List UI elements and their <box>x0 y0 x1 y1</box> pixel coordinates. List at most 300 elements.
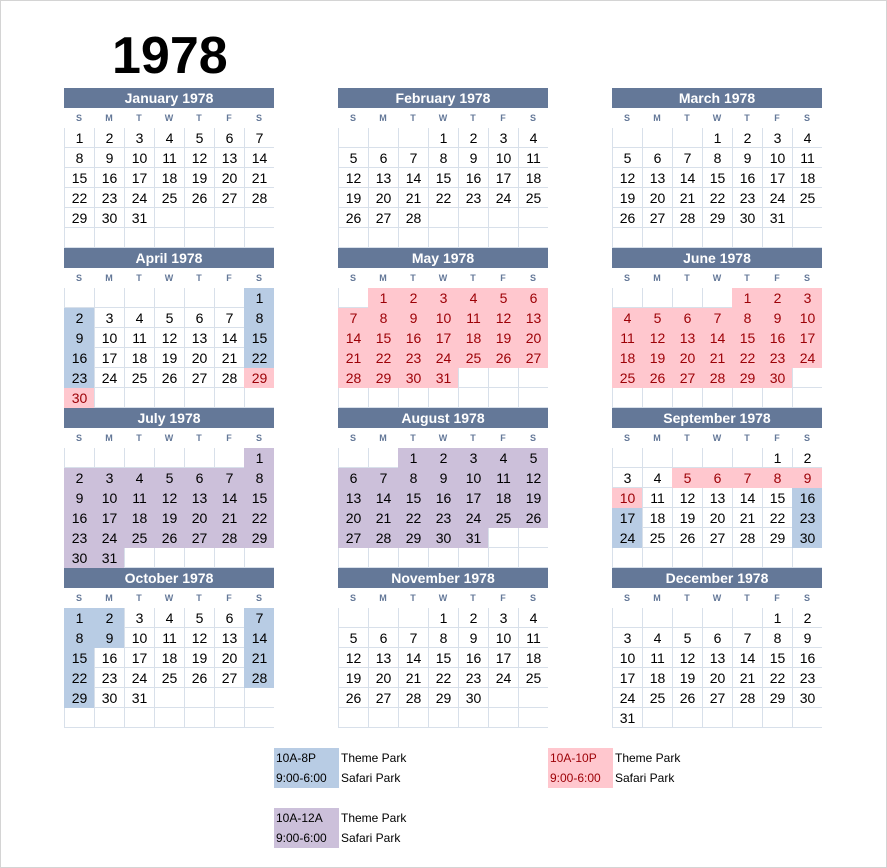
day-cell: 27 <box>368 688 398 708</box>
weekday-header: W <box>712 593 722 603</box>
day-cell: 1 <box>732 288 762 308</box>
day-cell: 7 <box>398 148 428 168</box>
day-cell: 26 <box>184 188 214 208</box>
day-cell: 23 <box>64 368 94 388</box>
weekday-header: W <box>438 113 448 123</box>
day-cell: 5 <box>672 628 702 648</box>
weekday-header: S <box>803 273 810 283</box>
day-cell: 22 <box>244 508 274 528</box>
empty-cell <box>214 548 244 568</box>
day-cell: 3 <box>94 468 124 488</box>
day-cell: 14 <box>214 328 244 348</box>
day-cell: 30 <box>64 388 94 408</box>
empty-cell <box>214 288 244 308</box>
day-cell: 26 <box>154 528 184 548</box>
weekday-header: S <box>255 113 262 123</box>
day-cell: 13 <box>368 168 398 188</box>
day-cell: 10 <box>488 148 518 168</box>
empty-cell <box>154 228 184 248</box>
day-cell: 6 <box>368 628 398 648</box>
day-cell: 16 <box>94 648 124 668</box>
month-may <box>338 248 548 398</box>
empty-cell <box>732 608 762 628</box>
weekday-header: S <box>349 593 356 603</box>
day-cell: 21 <box>732 508 762 528</box>
day-cell: 17 <box>428 328 458 348</box>
empty-cell <box>702 708 732 728</box>
weekday-header: T <box>470 593 476 603</box>
day-cell: 17 <box>762 168 792 188</box>
day-cell: 10 <box>762 148 792 168</box>
day-cell: 1 <box>428 608 458 628</box>
empty-cell <box>762 388 792 408</box>
day-cell: 7 <box>214 308 244 328</box>
empty-cell <box>732 548 762 568</box>
day-cell: 1 <box>64 128 94 148</box>
empty-cell <box>368 608 398 628</box>
day-cell: 15 <box>64 648 94 668</box>
empty-cell <box>488 688 518 708</box>
day-cell: 26 <box>338 208 368 228</box>
day-cell: 4 <box>154 128 184 148</box>
weekday-header: S <box>529 593 536 603</box>
day-cell: 9 <box>732 148 762 168</box>
empty-cell <box>94 228 124 248</box>
month-november <box>338 568 548 718</box>
empty-cell <box>642 128 672 148</box>
day-cell: 6 <box>642 148 672 168</box>
year-title: 1978 <box>112 27 228 85</box>
day-cell: 25 <box>612 368 642 388</box>
day-cell: 17 <box>488 648 518 668</box>
day-cell: 24 <box>124 668 154 688</box>
day-cell: 30 <box>428 528 458 548</box>
weekday-header: M <box>653 433 661 443</box>
empty-cell <box>184 388 214 408</box>
weekday-header: T <box>684 433 690 443</box>
day-cell: 1 <box>428 128 458 148</box>
empty-cell <box>732 708 762 728</box>
weekday-header: S <box>623 113 630 123</box>
day-cell: 15 <box>428 168 458 188</box>
day-cell: 8 <box>732 308 762 328</box>
day-cell: 31 <box>612 708 642 728</box>
day-cell: 9 <box>792 468 822 488</box>
day-cell: 3 <box>612 628 642 648</box>
weekday-header: S <box>255 593 262 603</box>
day-cell: 12 <box>672 648 702 668</box>
day-cell: 13 <box>368 648 398 668</box>
day-cell: 30 <box>94 208 124 228</box>
day-cell: 4 <box>154 608 184 628</box>
month-july <box>64 408 274 566</box>
empty-cell <box>398 608 428 628</box>
day-cell: 27 <box>702 688 732 708</box>
day-cell: 11 <box>642 488 672 508</box>
empty-cell <box>338 548 368 568</box>
day-cell: 26 <box>184 668 214 688</box>
day-cell: 21 <box>732 668 762 688</box>
weekday-header: W <box>164 113 174 123</box>
legend-hours: 9:00-6:00 <box>274 828 339 848</box>
weekday-header: S <box>75 433 82 443</box>
empty-cell <box>518 688 548 708</box>
day-cell: 6 <box>702 468 732 488</box>
day-cell: 26 <box>672 688 702 708</box>
day-cell: 27 <box>672 368 702 388</box>
day-cell: 5 <box>672 468 702 488</box>
empty-cell <box>792 228 822 248</box>
day-cell: 25 <box>792 188 822 208</box>
day-cell: 22 <box>732 348 762 368</box>
day-cell: 10 <box>458 468 488 488</box>
empty-cell <box>672 128 702 148</box>
month-december <box>612 568 822 726</box>
day-cell: 29 <box>428 688 458 708</box>
empty-cell <box>642 388 672 408</box>
empty-cell <box>338 228 368 248</box>
weekday-header: F <box>226 433 232 443</box>
weekday-header: S <box>803 433 810 443</box>
legend-hours: 10A-10P <box>548 748 613 768</box>
empty-cell <box>428 708 458 728</box>
weekday-header: F <box>500 113 506 123</box>
empty-cell <box>398 708 428 728</box>
day-cell: 13 <box>214 148 244 168</box>
day-cell: 16 <box>458 648 488 668</box>
month-april <box>64 248 274 406</box>
empty-cell <box>488 548 518 568</box>
day-cell: 5 <box>612 148 642 168</box>
day-cell: 8 <box>368 308 398 328</box>
weekday-header: S <box>255 273 262 283</box>
day-cell: 12 <box>338 648 368 668</box>
day-cell: 14 <box>732 648 762 668</box>
weekday-header: T <box>410 273 416 283</box>
day-cell: 29 <box>64 688 94 708</box>
day-cell: 19 <box>642 348 672 368</box>
day-cell: 8 <box>762 628 792 648</box>
weekday-header: F <box>500 593 506 603</box>
day-cell: 18 <box>124 508 154 528</box>
day-cell: 1 <box>64 608 94 628</box>
empty-cell <box>428 388 458 408</box>
month-title: June 1978 <box>612 248 822 268</box>
day-cell: 20 <box>184 508 214 528</box>
day-cell: 11 <box>612 328 642 348</box>
legend-hours: 10A-12A <box>274 808 339 828</box>
day-cell: 9 <box>64 328 94 348</box>
day-cell: 28 <box>672 208 702 228</box>
day-cell: 29 <box>244 528 274 548</box>
empty-cell <box>518 228 548 248</box>
day-cell: 12 <box>642 328 672 348</box>
empty-cell <box>94 448 124 468</box>
day-cell: 2 <box>64 308 94 328</box>
weekday-header: T <box>684 273 690 283</box>
day-cell: 30 <box>64 548 94 568</box>
day-cell: 27 <box>702 528 732 548</box>
empty-cell <box>214 208 244 228</box>
day-cell: 3 <box>762 128 792 148</box>
day-cell: 28 <box>214 528 244 548</box>
day-cell: 25 <box>124 528 154 548</box>
day-cell: 1 <box>762 448 792 468</box>
day-cell: 31 <box>124 688 154 708</box>
day-cell: 17 <box>124 168 154 188</box>
empty-cell <box>338 448 368 468</box>
empty-cell <box>64 448 94 468</box>
day-cell: 23 <box>398 348 428 368</box>
legend-label: Theme Park <box>341 811 407 825</box>
day-cell: 31 <box>94 548 124 568</box>
empty-cell <box>368 708 398 728</box>
day-cell: 27 <box>338 528 368 548</box>
month-title: November 1978 <box>338 568 548 588</box>
day-cell: 21 <box>702 348 732 368</box>
empty-cell <box>518 388 548 408</box>
month-title: September 1978 <box>612 408 822 428</box>
day-cell: 11 <box>642 648 672 668</box>
empty-cell <box>244 388 274 408</box>
month-title: March 1978 <box>612 88 822 108</box>
empty-cell <box>154 708 184 728</box>
day-cell: 6 <box>368 148 398 168</box>
day-cell: 6 <box>184 468 214 488</box>
empty-cell <box>214 448 244 468</box>
empty-cell <box>612 228 642 248</box>
day-cell: 7 <box>214 468 244 488</box>
empty-cell <box>488 528 518 548</box>
day-cell: 19 <box>154 508 184 528</box>
day-cell: 11 <box>458 308 488 328</box>
day-cell: 5 <box>154 308 184 328</box>
day-cell: 25 <box>124 368 154 388</box>
day-cell: 28 <box>214 368 244 388</box>
day-cell: 29 <box>762 688 792 708</box>
empty-cell <box>184 448 214 468</box>
day-cell: 28 <box>368 528 398 548</box>
day-cell: 15 <box>732 328 762 348</box>
day-cell: 24 <box>612 528 642 548</box>
empty-cell <box>518 528 548 548</box>
empty-cell <box>518 548 548 568</box>
day-cell: 22 <box>762 668 792 688</box>
day-cell: 28 <box>338 368 368 388</box>
day-cell: 20 <box>702 668 732 688</box>
empty-cell <box>458 228 488 248</box>
day-cell: 17 <box>124 648 154 668</box>
empty-cell <box>214 388 244 408</box>
day-cell: 2 <box>398 288 428 308</box>
day-cell: 21 <box>214 508 244 528</box>
empty-cell <box>672 388 702 408</box>
day-cell: 30 <box>732 208 762 228</box>
day-cell: 23 <box>94 668 124 688</box>
day-cell: 26 <box>612 208 642 228</box>
day-cell: 20 <box>338 508 368 528</box>
day-cell: 24 <box>488 668 518 688</box>
day-cell: 3 <box>612 468 642 488</box>
day-cell: 11 <box>792 148 822 168</box>
weekday-header: T <box>684 113 690 123</box>
weekday-header: M <box>105 593 113 603</box>
empty-cell <box>642 608 672 628</box>
day-cell: 4 <box>642 628 672 648</box>
empty-cell <box>398 128 428 148</box>
empty-cell <box>458 208 488 228</box>
month-title: August 1978 <box>338 408 548 428</box>
day-cell: 15 <box>702 168 732 188</box>
day-cell: 5 <box>518 448 548 468</box>
month-title: July 1978 <box>64 408 274 428</box>
empty-cell <box>428 548 458 568</box>
empty-cell <box>702 288 732 308</box>
day-cell: 4 <box>642 468 672 488</box>
empty-cell <box>672 708 702 728</box>
empty-cell <box>518 368 548 388</box>
day-cell: 3 <box>488 608 518 628</box>
day-cell: 13 <box>184 328 214 348</box>
day-cell: 2 <box>762 288 792 308</box>
day-cell: 10 <box>612 648 642 668</box>
day-cell: 30 <box>94 688 124 708</box>
day-cell: 25 <box>488 508 518 528</box>
day-cell: 6 <box>518 288 548 308</box>
empty-cell <box>398 388 428 408</box>
day-cell: 24 <box>488 188 518 208</box>
empty-cell <box>338 388 368 408</box>
day-cell: 29 <box>702 208 732 228</box>
weekday-header: S <box>529 273 536 283</box>
day-cell: 16 <box>762 328 792 348</box>
weekday-header: S <box>75 273 82 283</box>
day-cell: 22 <box>64 668 94 688</box>
day-cell: 12 <box>518 468 548 488</box>
weekday-header: S <box>349 113 356 123</box>
weekday-header: S <box>529 113 536 123</box>
weekday-header: F <box>226 273 232 283</box>
empty-cell <box>244 688 274 708</box>
day-cell: 17 <box>458 488 488 508</box>
empty-cell <box>184 688 214 708</box>
day-cell: 27 <box>368 208 398 228</box>
weekday-header: M <box>379 113 387 123</box>
empty-cell <box>732 448 762 468</box>
day-cell: 11 <box>518 628 548 648</box>
day-cell: 1 <box>368 288 398 308</box>
day-cell: 13 <box>214 628 244 648</box>
day-cell: 15 <box>428 648 458 668</box>
month-january <box>64 88 274 238</box>
month-title: December 1978 <box>612 568 822 588</box>
month-february <box>338 88 548 238</box>
day-cell: 5 <box>154 468 184 488</box>
day-cell: 24 <box>792 348 822 368</box>
day-cell: 11 <box>154 628 184 648</box>
weekday-header: W <box>712 273 722 283</box>
day-cell: 18 <box>154 168 184 188</box>
empty-cell <box>338 128 368 148</box>
empty-cell <box>488 208 518 228</box>
day-cell: 28 <box>732 688 762 708</box>
empty-cell <box>732 388 762 408</box>
day-cell: 5 <box>642 308 672 328</box>
day-cell: 20 <box>672 348 702 368</box>
month-title: May 1978 <box>338 248 548 268</box>
day-cell: 21 <box>214 348 244 368</box>
day-cell: 31 <box>458 528 488 548</box>
weekday-header: S <box>803 113 810 123</box>
day-cell: 9 <box>64 488 94 508</box>
day-cell: 3 <box>124 128 154 148</box>
empty-cell <box>154 288 184 308</box>
day-cell: 18 <box>458 328 488 348</box>
weekday-header: F <box>774 273 780 283</box>
empty-cell <box>612 388 642 408</box>
day-cell: 3 <box>458 448 488 468</box>
day-cell: 16 <box>458 168 488 188</box>
day-cell: 26 <box>154 368 184 388</box>
day-cell: 18 <box>642 668 672 688</box>
empty-cell <box>338 608 368 628</box>
empty-cell <box>702 228 732 248</box>
day-cell: 27 <box>214 668 244 688</box>
empty-cell <box>642 288 672 308</box>
month-title: October 1978 <box>64 568 274 588</box>
day-cell: 27 <box>184 528 214 548</box>
day-cell: 23 <box>762 348 792 368</box>
day-cell: 19 <box>488 328 518 348</box>
day-cell: 6 <box>214 128 244 148</box>
day-cell: 10 <box>94 328 124 348</box>
day-cell: 1 <box>398 448 428 468</box>
weekday-header: T <box>136 433 142 443</box>
empty-cell <box>488 228 518 248</box>
day-cell: 3 <box>124 608 154 628</box>
day-cell: 26 <box>642 368 672 388</box>
day-cell: 10 <box>428 308 458 328</box>
empty-cell <box>672 548 702 568</box>
day-cell: 25 <box>518 188 548 208</box>
day-cell: 19 <box>184 168 214 188</box>
day-cell: 20 <box>368 188 398 208</box>
day-cell: 20 <box>368 668 398 688</box>
day-cell: 20 <box>214 168 244 188</box>
weekday-header: T <box>410 593 416 603</box>
day-cell: 23 <box>458 188 488 208</box>
day-cell: 27 <box>184 368 214 388</box>
day-cell: 2 <box>458 608 488 628</box>
day-cell: 2 <box>732 128 762 148</box>
day-cell: 15 <box>244 328 274 348</box>
empty-cell <box>184 208 214 228</box>
day-cell: 5 <box>184 608 214 628</box>
empty-cell <box>612 608 642 628</box>
day-cell: 14 <box>398 648 428 668</box>
empty-cell <box>154 388 184 408</box>
weekday-header: F <box>500 273 506 283</box>
day-cell: 3 <box>488 128 518 148</box>
day-cell: 19 <box>672 668 702 688</box>
day-cell: 15 <box>64 168 94 188</box>
day-cell: 8 <box>244 308 274 328</box>
day-cell: 16 <box>428 488 458 508</box>
day-cell: 8 <box>428 628 458 648</box>
empty-cell <box>154 548 184 568</box>
day-cell: 26 <box>518 508 548 528</box>
day-cell: 6 <box>184 308 214 328</box>
